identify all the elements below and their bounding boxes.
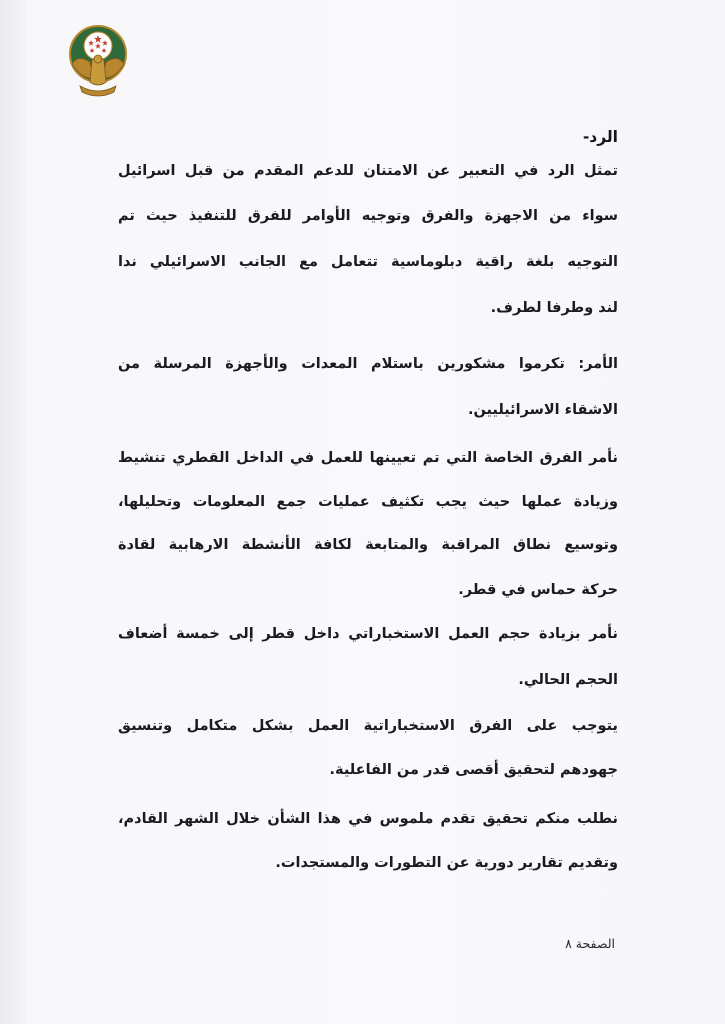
paragraph-line: تمثل الرد في التعبير عن الامتنان للدعم المقدم من قبل اسرائيل bbox=[118, 163, 618, 179]
paragraph-line: الاشقاء الاسرائيليين. bbox=[467, 402, 618, 418]
paragraph-line: سواء من الاجهزة والفرق وتوجيه الأوامر للفرق للتنفيذ حيث تم bbox=[118, 208, 618, 224]
paragraph-line: يتوجب على الفرق الاستخباراتية العمل بشكل متكامل وتنسيق bbox=[118, 718, 618, 734]
paragraph-line: جهودهم لتحقيق أقصى قدر من الفاعلية. bbox=[329, 762, 618, 778]
section-heading: الرد- bbox=[582, 128, 618, 146]
paragraph-line: لند وطرفا لطرف. bbox=[490, 300, 618, 316]
paragraph-line: الأمر: تكرموا مشكورين باستلام المعدات والأجهزة المرسلة من bbox=[118, 356, 618, 372]
paragraph-line: نطلب منكم تحقيق تقدم ملموس في هذا الشأن خلال الشهر القادم، bbox=[118, 811, 618, 827]
paragraph-line: نأمر الفرق الخاصة التي تم تعيينها للعمل في الداخل القطري تنشيط bbox=[118, 450, 618, 466]
paragraph-line: نأمر بزيادة حجم العمل الاستخباراتي داخل قطر إلى خمسة أضعاف bbox=[118, 626, 618, 642]
paragraph-line: وزيادة عملها حيث يجب تكثيف عمليات جمع المعلومات وتحليلها، bbox=[118, 494, 618, 510]
paragraph-line: وتوسيع نطاق المراقبة والمتابعة لكافة الأنشطة الارهابية لقادة bbox=[118, 537, 618, 553]
emblem-icon bbox=[64, 24, 132, 98]
paragraph-line: حركة حماس في قطر. bbox=[458, 582, 618, 598]
paragraph-line: التوجيه بلغة راقية دبلوماسية تتعامل مع الجانب الاسرائيلي ندا bbox=[118, 254, 618, 270]
page-edge bbox=[0, 0, 26, 1024]
page-number: الصفحة ٨ bbox=[565, 936, 615, 951]
paragraph-line: الحجم الحالي. bbox=[518, 672, 618, 688]
paragraph-line: وتقديم تقارير دورية عن التطورات والمستجدات. bbox=[275, 855, 618, 871]
